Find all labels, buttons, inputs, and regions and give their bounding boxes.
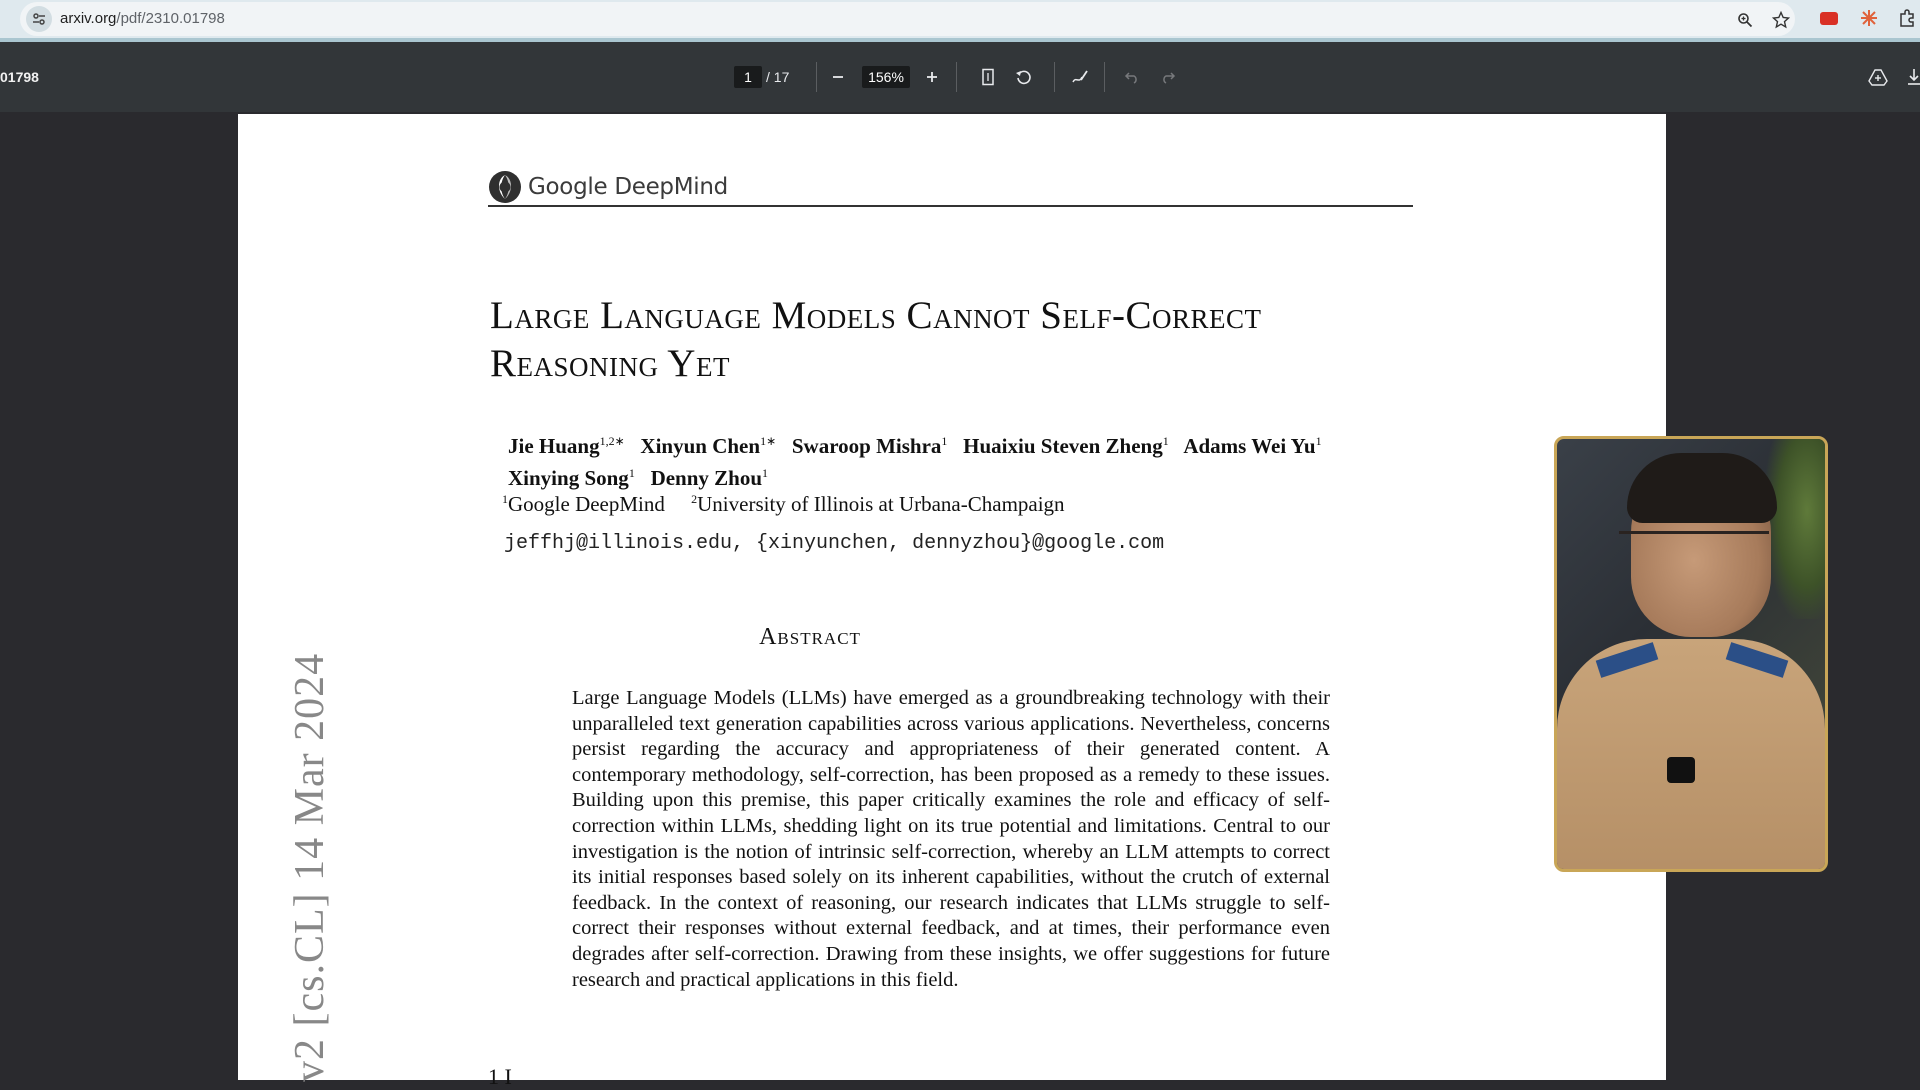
- header-rule: [488, 205, 1413, 207]
- url-text[interactable]: [60, 10, 225, 27]
- author-affil-mark: 1,2∗: [599, 434, 625, 448]
- webcam-person-hair: [1627, 453, 1777, 523]
- webcam-person-glasses: [1619, 531, 1769, 560]
- author-affil-mark: 1: [1315, 434, 1322, 448]
- redo-icon[interactable]: [1154, 63, 1182, 91]
- zoom-level-input[interactable]: 156%: [862, 66, 910, 88]
- document-title: 01798: [0, 69, 39, 85]
- author-emails: jeffhj@illinois.edu, {xinyunchen, dennyzhou}@google.com: [504, 532, 1165, 555]
- abstract-heading-text: Abstract: [759, 624, 861, 650]
- paper-title-line-2: Reasoning Yet: [490, 342, 730, 385]
- url-path: /pdf/2310.01798: [116, 10, 225, 27]
- logo-text: Google DeepMind: [528, 174, 728, 200]
- author-affil-mark: 1∗: [760, 434, 777, 448]
- author-name: Jie Huang: [508, 434, 600, 458]
- abstract-text: Large Language Models (LLMs) have emerged as a groundbreaking technology with their unparalleled text generation capabilities across various applications. Nevertheless, concerns persist regarding the accuracy and appropriateness of their generated content. A contemporary methodology, self-correction, has been proposed as a remedy to these issues. Building upon this premise, this paper critically examines the role and efficacy of self-correction within LLMs, shedding light on its true potential and limitations. Central to our investigation is the notion of intrinsic self-correction, whereby an LLM attempts to correct its initial responses based solely on its inherent capabilities, without the crutch of external feedback. In the context of reasoning, our research indicates that LLMs struggle to self-correct their responses without external feedback, and at times, their performance even degrades after self-correction. Drawing from these insights, we offer suggestions for future research and practical applications in this field.: [572, 687, 1330, 991]
- drive-save-icon[interactable]: [1864, 63, 1892, 91]
- webcam-lapel-mic: [1667, 757, 1695, 783]
- deepmind-logo: [488, 169, 728, 205]
- webcam-person-body: [1557, 639, 1825, 872]
- paper-title-line-1: Large Language Models Cannot Self-Correct: [490, 294, 1262, 337]
- author-list: [508, 428, 1428, 492]
- zoom-icon[interactable]: [1734, 9, 1756, 31]
- toolbar-divider: [956, 62, 957, 92]
- affiliations: [502, 492, 1065, 517]
- author-affil-mark: 1: [762, 466, 769, 480]
- author-name: Xinyun Chen: [640, 434, 761, 458]
- paper-title: [490, 292, 1430, 388]
- author-name: Xinying Song: [508, 466, 629, 490]
- zoom-in-icon[interactable]: [918, 63, 946, 91]
- fit-page-icon[interactable]: [974, 63, 1002, 91]
- arxiv-side-stamp: v2 [cs.CL] 14 Mar 2024: [287, 652, 333, 1082]
- pdf-toolbar: [0, 42, 1920, 112]
- webcam-background-plant: [1765, 439, 1828, 619]
- author-affil-mark: 1: [941, 434, 948, 448]
- toolbar-divider: [816, 62, 817, 92]
- browser-top-bar: [0, 0, 1920, 42]
- author-name: Swaroop Mishra: [791, 434, 942, 458]
- author-name: Adams Wei Yu: [1183, 434, 1316, 458]
- affiliation-1: Google DeepMind: [508, 492, 665, 516]
- page-total: / 17: [766, 69, 790, 85]
- site-info-icon[interactable]: [26, 6, 52, 32]
- deepmind-logo-icon: [488, 170, 522, 204]
- zoom-out-icon[interactable]: [824, 63, 852, 91]
- download-icon[interactable]: [1900, 63, 1920, 91]
- author-name: Denny Zhou: [650, 466, 763, 490]
- page-number-input[interactable]: 1: [734, 66, 762, 88]
- toolbar-divider: [1054, 62, 1055, 92]
- url-host: arxiv.org: [60, 10, 117, 27]
- extension-red-icon[interactable]: [1818, 7, 1840, 29]
- star-icon[interactable]: [1770, 9, 1792, 31]
- extensions-puzzle-icon[interactable]: [1896, 7, 1918, 29]
- pdf-page: [238, 114, 1666, 1089]
- author-affil-mark: 1: [1162, 434, 1169, 448]
- affiliation-mark: 1: [502, 492, 508, 506]
- author-affil-mark: 1: [628, 466, 635, 480]
- undo-icon[interactable]: [1118, 63, 1146, 91]
- toolbar-divider: [1104, 62, 1105, 92]
- address-bar[interactable]: [20, 2, 1795, 36]
- rotate-icon[interactable]: [1010, 63, 1038, 91]
- extension-burst-icon[interactable]: [1858, 7, 1880, 29]
- affiliation-2: University of Illinois at Urbana-Champaign: [697, 492, 1065, 516]
- affiliation-mark: 2: [691, 492, 698, 506]
- annotate-icon[interactable]: [1066, 63, 1094, 91]
- webcam-overlay: [1554, 436, 1828, 872]
- section-heading-partial: 1 I: [488, 1064, 512, 1089]
- author-name: Huaixiu Steven Zheng: [963, 434, 1163, 458]
- pdf-viewport[interactable]: [0, 112, 1920, 1089]
